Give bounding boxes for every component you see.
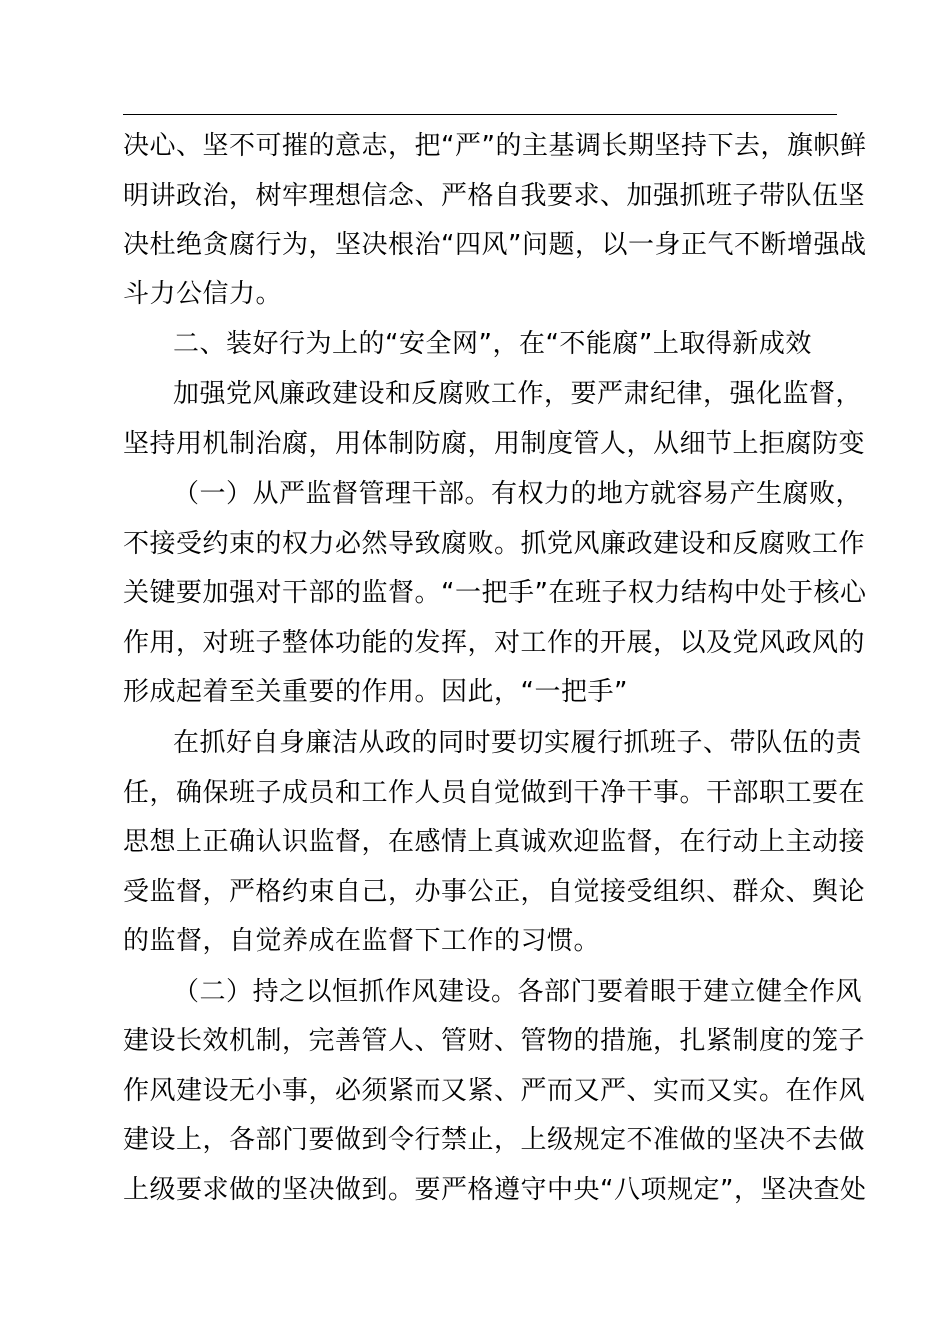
text-line-7: 坚持用机制治腐，用体制防腐，用制度管人，从细节上拒腐防变 xyxy=(123,429,866,459)
section-heading: 二、装好行为上的“安全网”，在“不能腐”上取得新成效 xyxy=(173,329,812,359)
text-line-1: 决心、坚不可摧的意志，把“严”的主基调长期坚持下去，旗帜鲜 xyxy=(123,131,867,161)
text-line-22: 上级要求做的坚决做到。要严格遵守中央“八项规定”，坚决查处 xyxy=(123,1175,867,1205)
text-line-14: 任，确保班子成员和工作人员自觉做到干净干事。干部职工要在 xyxy=(123,778,866,808)
text-line-9: 不接受约束的权力必然导致腐败。抓党风廉政建设和反腐败工作 xyxy=(123,529,866,559)
text-line-13: 在抓好自身廉洁从政的同时要切实履行抓班子、带队伍的责 xyxy=(173,728,863,758)
text-line-10: 关键要加强对干部的监督。“一把手”在班子权力结构中处于核心 xyxy=(123,578,867,608)
text-line-20: 作风建设无小事，必须紧而又紧、严而又严、实而又实。在作风 xyxy=(123,1076,866,1106)
text-line-21: 建设上，各部门要做到令行禁止，上级规定不准做的坚决不去做 xyxy=(123,1125,866,1155)
text-line-3: 决杜绝贪腐行为，坚决根治“四风”问题，以一身正气不断增强战 xyxy=(123,230,867,260)
text-line-4: 斗力公信力。 xyxy=(123,279,283,309)
subsection-1-heading-line: （一）从严监督管理干部。有权力的地方就容易产生腐败， xyxy=(173,479,863,509)
text-line-6: 加强党风廉政建设和反腐败工作，要严肃纪律，强化监督， xyxy=(173,379,863,409)
text-line-17: 的监督，自觉养成在监督下工作的习惯。 xyxy=(123,926,601,956)
subsection-2-heading-line: （二）持之以恒抓作风建设。各部门要着眼于建立健全作风 xyxy=(173,977,863,1007)
text-line-11: 作用，对班子整体功能的发挥，对工作的开展，以及党风政风的 xyxy=(123,628,866,658)
text-line-16: 受监督，严格约束自己，办事公正，自觉接受组织、群众、舆论 xyxy=(123,877,866,907)
text-line-15: 思想上正确认识监督，在感情上真诚欢迎监督，在行动上主动接 xyxy=(123,827,866,857)
header-rule xyxy=(123,114,837,115)
text-line-12: 形成起着至关重要的作用。因此，“一把手” xyxy=(123,677,628,707)
text-line-19: 建设长效机制，完善管人、管财、管物的措施，扎紧制度的笼子 xyxy=(123,1026,866,1056)
text-line-2: 明讲政治，树牢理想信念、严格自我要求、加强抓班子带队伍坚 xyxy=(123,181,866,211)
